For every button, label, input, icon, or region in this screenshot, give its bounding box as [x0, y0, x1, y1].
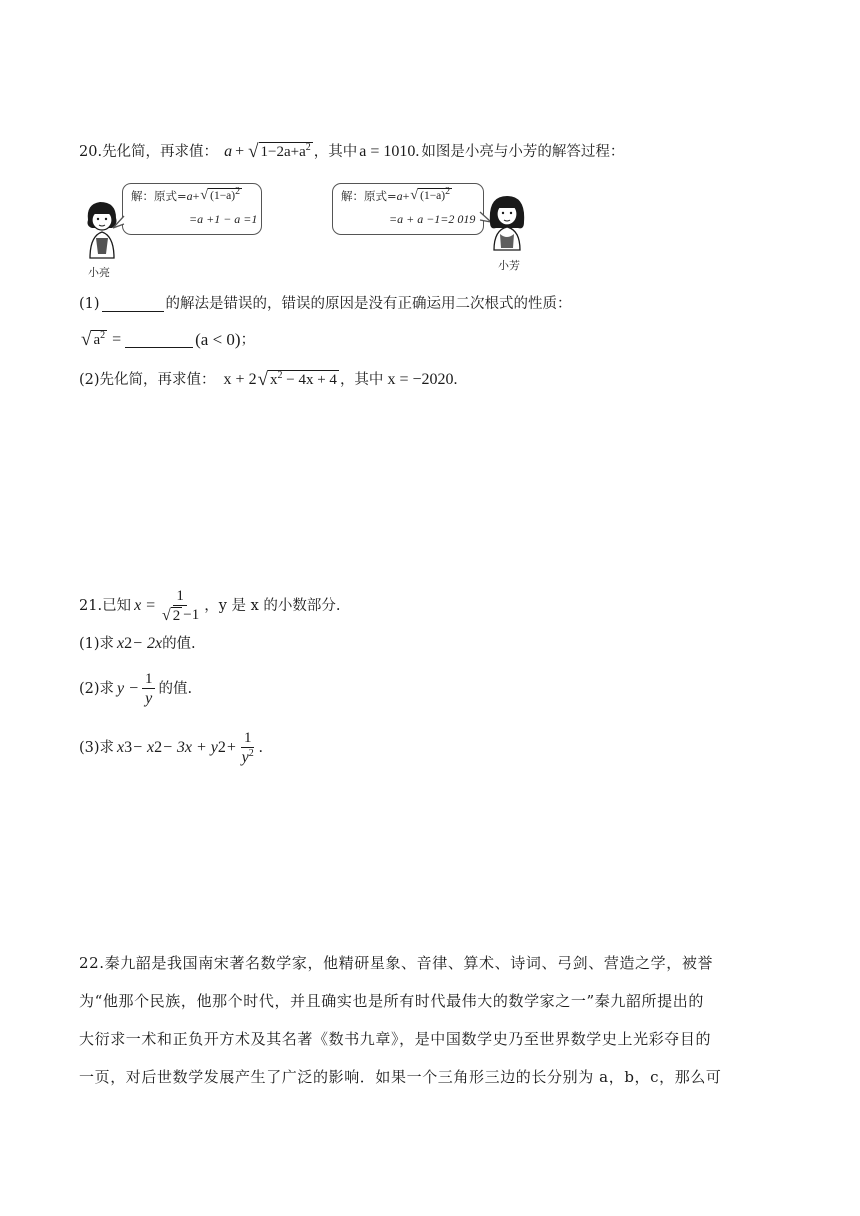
- q21-p1-post: 的值.: [162, 636, 196, 652]
- q20-intro-mid: ，其中: [313, 144, 358, 160]
- q21-p2-num: 1: [142, 670, 156, 689]
- q20-a-value: a = 1010.: [359, 143, 420, 160]
- q20-prop-end: ；: [240, 332, 256, 348]
- q20-part2-rad-sup: 2: [277, 370, 283, 381]
- xiaofang-sqrt: √ $(1-a)^2$: [410, 186, 451, 203]
- q21-frac-den-rad: 2: [172, 608, 181, 624]
- q20-expr-plus: +: [235, 143, 245, 160]
- q20-part1-label: (1): [79, 296, 100, 312]
- q20-part2-value: x = −2020.: [387, 371, 458, 388]
- q21-frac-den-rest: −1: [183, 607, 200, 623]
- xiaofang-sqrt-sup: 2: [445, 186, 451, 198]
- q21-part2: [79, 670, 192, 708]
- q22-line: 大衍求一术和正负开方术及其名著《数书九章》，是中国数学史乃至世界数学史上光彩夺目的: [79, 1030, 712, 1048]
- xiaoliang-line1-plus: +: [192, 188, 200, 203]
- xiaofang-sqrt-body: (1−a): [420, 190, 446, 202]
- xiaoliang-sqrt: √ $(1-a)^2$: [200, 186, 241, 203]
- q21-given: 已知: [102, 598, 132, 614]
- q20-part2-text: 先化简，再求值：: [99, 372, 216, 388]
- q20-sqrt-body: 1−2a+a: [260, 144, 306, 160]
- q20-part1: [79, 294, 572, 314]
- q21-p3-m2: − 3x + y: [162, 739, 218, 756]
- q20-expr-a: a: [224, 143, 233, 160]
- q21-p3-pre: 求: [99, 740, 115, 756]
- q20-part2: [79, 370, 457, 390]
- xiaoliang-name: 小亮: [88, 266, 110, 279]
- q20-sqrt: √ $1-2a+a^2$: [248, 141, 311, 162]
- q21-p2-pre: 求: [99, 681, 115, 697]
- q20-number: 20.: [79, 144, 103, 160]
- q21-intro: [79, 588, 341, 624]
- xiaoliang-line1-a: a: [186, 188, 193, 203]
- xiaoliang-bubble: [122, 183, 262, 235]
- q21-frac-num: 1: [173, 587, 187, 606]
- q21-part3: (3) 求 x 3 − x 2 − 3x + y 2 + $\frac{1}{y^2}$ .: [79, 729, 263, 766]
- q21-p3-fraction: [240, 729, 256, 768]
- xiaofang-bubble: [332, 183, 484, 235]
- xiaoliang-line2: =a +1 − a =1: [189, 212, 258, 226]
- q20-part2-label: (2): [79, 372, 100, 388]
- xiaofang-line1-a: a: [396, 188, 403, 203]
- q21-p1-pre: 求: [99, 636, 115, 652]
- xiaofang-line2: =a + a −1=2 019: [389, 212, 476, 226]
- q20-intro: [79, 142, 624, 162]
- q20-property: [80, 330, 255, 350]
- xiaoliang-sqrt-sup: 2: [235, 186, 241, 198]
- q20-part2-rad-b: − 4x + 4: [282, 372, 337, 388]
- q21-p3-m1: − x: [132, 739, 155, 756]
- q21-p2-den: y: [145, 690, 153, 707]
- q20-part1-blank[interactable]: [102, 297, 164, 312]
- q22-line: 一页，对后世数学发展产生了广泛的影响．如果一个三角形三边的长分别为 a，b，c，那么可: [79, 1068, 722, 1086]
- q21-p3-den: y: [241, 748, 249, 766]
- xiaoliang-line1-prefix: 解：原式=: [131, 189, 187, 203]
- q21-p2-expr: y −: [117, 680, 139, 697]
- q20-intro-text: 先化简，再求值：: [102, 144, 219, 160]
- q20-prop-sqrt: √ $a^2$: [81, 329, 106, 350]
- q21-p3-den-sup: 2: [248, 747, 254, 759]
- q21-part1: (1) 求 x 2 − 2x 的值.: [79, 635, 196, 652]
- q20-part2-rad-a: x: [270, 372, 278, 388]
- q20-prop-sup: 2: [100, 330, 106, 341]
- q20-part2-mid: ，其中: [339, 372, 384, 388]
- q21-given-end: ，y 是 x 的小数部分.: [204, 598, 341, 614]
- q20-prop-blank[interactable]: [125, 333, 193, 348]
- q21-p1-expr-b: − 2x: [132, 635, 163, 652]
- q21-p3-x: x: [117, 739, 125, 756]
- xiaofang-name: 小芳: [498, 259, 520, 272]
- q22-paragraph: [79, 944, 783, 1096]
- q21-p3-num: 1: [241, 729, 255, 748]
- xiaofang-illustration: [486, 192, 528, 252]
- xiaofang-line1-prefix: 解：原式=: [341, 189, 397, 203]
- q21-p3-post: .: [258, 739, 263, 756]
- q20-intro-end: 如图是小亮与小芳的解答过程：: [421, 144, 625, 160]
- q21-p1-expr-a: x: [117, 635, 125, 652]
- q22-line: 22.秦九韶是我国南宋著名数学家，他精研星象、音律、算术、诗词、弓剑、营造之学，被誉: [79, 954, 714, 972]
- xiaoliang-bubble-tail: [112, 214, 126, 230]
- q21-p3-label: (3): [79, 740, 100, 756]
- xiaoliang-sqrt-body: (1−a): [210, 190, 236, 202]
- q20-part2-sqrt: √ $x^2 - 4x + 4$: [257, 369, 337, 390]
- q20-prop-rad: a: [93, 332, 101, 348]
- q20-sqrt-sup: 2: [305, 142, 311, 153]
- q21-fraction: 1 √ 2 −1: [161, 588, 200, 624]
- q20-part2-expr-pre: x + 2: [223, 371, 257, 388]
- q21-x-eq: x =: [134, 597, 156, 614]
- q22-line: 为“他那个民族，他那个时代，并且确实也是所有时代最伟大的数学家之一”秦九韶所提出的: [79, 992, 704, 1010]
- q21-p2-label: (2): [79, 681, 100, 697]
- q21-p2-post: 的值.: [158, 681, 193, 697]
- q20-prop-cond: (a < 0): [195, 330, 241, 349]
- q21-p1-label: (1): [79, 636, 100, 652]
- q21-number: 21.: [79, 598, 103, 614]
- q21-p3-m3: +: [225, 739, 237, 756]
- q20-part1-text: 的解法是错误的，错误的原因是没有正确运用二次根式的性质：: [165, 296, 572, 312]
- q20-prop-eq: =: [112, 331, 122, 348]
- q21-p2-fraction: [142, 670, 156, 708]
- xiaofang-line1-plus: +: [402, 188, 410, 203]
